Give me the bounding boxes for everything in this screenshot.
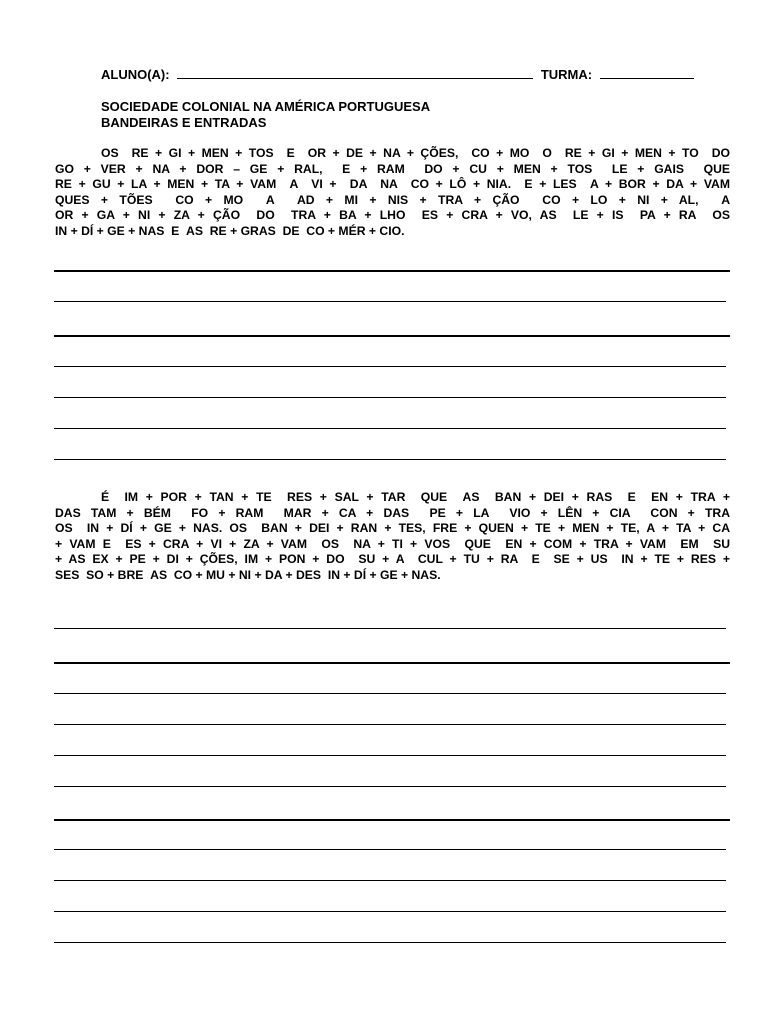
worksheet-title: SOCIEDADE COLONIAL NA AMÉRICA PORTUGUESA	[101, 99, 431, 114]
paragraph-line: IN + DÍ + GE + NAS E AS RE + GRAS DE CO + MÉR + CIO.	[55, 223, 405, 238]
writing-line[interactable]	[54, 459, 726, 460]
writing-line[interactable]	[54, 942, 726, 943]
writing-line[interactable]	[54, 755, 726, 756]
student-name-label: ALUNO(A):	[101, 67, 170, 82]
student-header	[101, 66, 701, 84]
writing-line[interactable]	[54, 662, 730, 664]
paragraph-line: QUES + TÕES CO + MO A AD + MI + NIS + TRA + ÇÃO CO + LO + NI + AL, A	[55, 192, 730, 207]
paragraph-line: OR + GA + NI + ZA + ÇÃO DO TRA + BA + LHO ES + CRA + VO, AS LE + IS PA + RA OS	[55, 208, 730, 223]
paragraph-line: + AS EX + PE + DI + ÇÕES, IM + PON + DO SU + A CUL + TU + RA E SE + US IN + TE + RES +	[55, 552, 730, 567]
class-label: TURMA:	[540, 67, 593, 82]
writing-line[interactable]	[54, 849, 726, 850]
writing-line[interactable]	[54, 397, 726, 398]
writing-line[interactable]	[54, 880, 726, 881]
worksheet-subtitle: BANDEIRAS E ENTRADAS	[101, 115, 267, 130]
syllable-paragraph-1	[55, 146, 730, 240]
paragraph-line: RE + GU + LA + MEN + TA + VAM A VI + DA NA CO + LÔ + NIA. E + LES A + BOR + DA + VAM	[55, 177, 730, 192]
paragraph-line: OS RE + GI + MEN + TOS E OR + DE + NA + ÇÕES, CO + MO O RE + GI + MEN + TO DO	[101, 146, 730, 160]
writing-line[interactable]	[54, 693, 726, 694]
writing-line[interactable]	[54, 628, 726, 629]
writing-line[interactable]	[54, 301, 726, 302]
syllable-paragraph-2	[55, 490, 730, 584]
writing-line[interactable]	[54, 724, 726, 725]
paragraph-line: DAS TAM + BÉM FO + RAM MAR + CA + DAS PE + LA VIO + LÊN + CIA CON + TRA	[55, 505, 730, 520]
paragraph-line: OS IN + DÍ + GE + NAS. OS BAN + DEI + RAN + TES, FRE + QUEN + TE + MEN + TE, A + TA + CA	[55, 521, 730, 536]
writing-line[interactable]	[54, 270, 730, 272]
writing-line[interactable]	[54, 366, 726, 367]
student-name-blank[interactable]	[177, 66, 533, 79]
writing-line[interactable]	[54, 911, 726, 912]
class-blank[interactable]	[600, 66, 694, 79]
writing-line[interactable]	[54, 428, 726, 429]
writing-line[interactable]	[54, 786, 726, 787]
writing-line[interactable]	[54, 335, 730, 337]
paragraph-line: É IM + POR + TAN + TE RES + SAL + TAR QUE AS BAN + DEI + RAS E EN + TRA +	[101, 490, 730, 504]
paragraph-line: + VAM E ES + CRA + VI + ZA + VAM OS NA + TI + VOS QUE EN + COM + TRA + VAM EM SU	[55, 536, 730, 551]
paragraph-line: SES SO + BRE AS CO + MU + NI + DA + DES IN + DÍ + GE + NAS.	[55, 567, 441, 582]
writing-line[interactable]	[54, 819, 730, 821]
paragraph-line: GO + VER + NA + DOR – GE + RAL, E + RAM DO + CU + MEN + TOS LE + GAIS QUE	[55, 161, 730, 176]
